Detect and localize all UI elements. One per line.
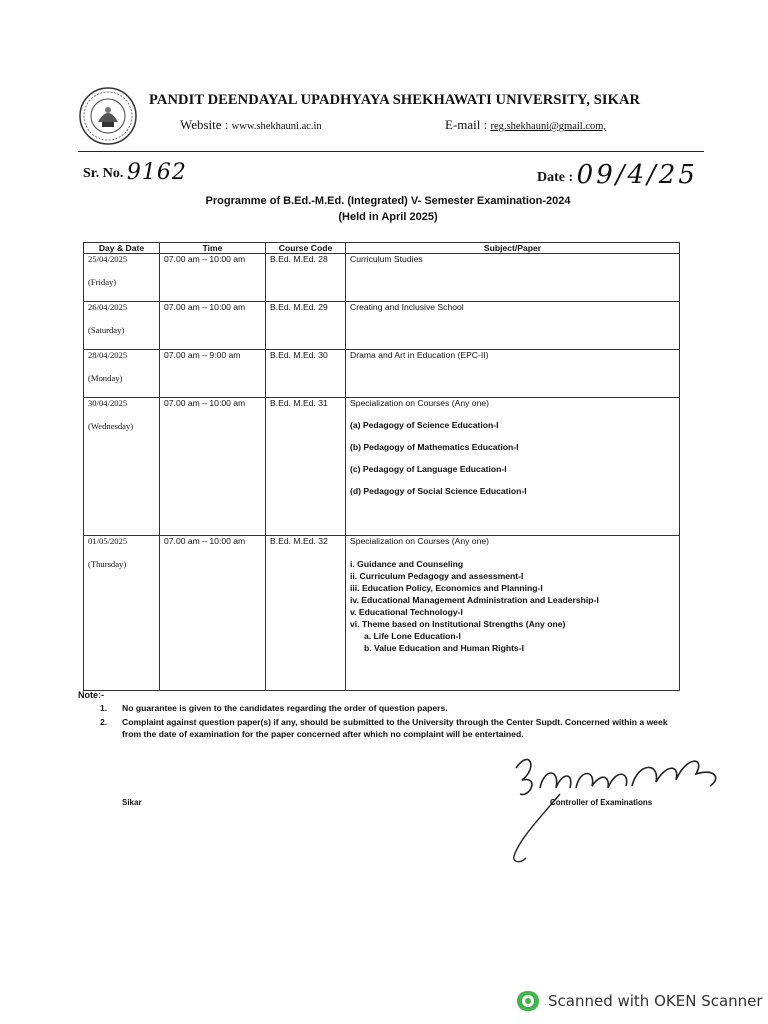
- exam-day: (Wednesday): [88, 421, 134, 431]
- time-cell: 07.00 am – 10:00 am: [160, 536, 266, 691]
- list-item: i. Guidance and Counseling: [350, 559, 464, 569]
- table-row: [84, 350, 680, 398]
- list-item: vi. Theme based on Institutional Strengths (Any one): [350, 619, 566, 629]
- exam-day: (Saturday): [88, 325, 125, 335]
- note-text: No guarantee is given to the candidates regarding the order of question papers.: [122, 703, 448, 713]
- column-header-course-code: Course Code: [266, 243, 346, 254]
- list-item: iv. Educational Management Administration and Leadership-I: [350, 595, 599, 605]
- oken-scanner-logo-icon: [516, 990, 540, 1012]
- exam-date: 30/04/2025: [88, 398, 128, 408]
- course-code-cell: B.Ed. M.Ed. 28: [266, 254, 346, 302]
- time-cell: 07.00 am – 10:00 am: [160, 302, 266, 350]
- table-row: [84, 536, 680, 691]
- subject-heading: Specialization on Courses (Any one): [350, 536, 490, 546]
- note-number: 2.: [100, 717, 108, 727]
- note-item: [100, 702, 448, 714]
- date-cell: [84, 302, 160, 350]
- course-code-cell: B.Ed. M.Ed. 32: [266, 536, 346, 691]
- list-item: (a) Pedagogy of Science Education-I: [350, 420, 499, 430]
- signatory-title: Controller of Examinations: [550, 798, 653, 807]
- exam-date: 01/05/2025: [88, 536, 128, 546]
- issue-date-label: Date :: [537, 170, 574, 185]
- list-item: ii. Curriculum Pedagogy and assessment-I: [350, 571, 524, 581]
- header-divider: [78, 151, 704, 152]
- course-code-cell: B.Ed. M.Ed. 30: [266, 350, 346, 398]
- subject-cell: Curriculum Studies: [346, 254, 680, 302]
- time-cell: 07.00 am – 9:00 am: [160, 350, 266, 398]
- serial-number-label: Sr. No.: [83, 166, 124, 181]
- subject-cell: [346, 398, 680, 536]
- exam-day: (Thursday): [88, 559, 127, 569]
- serial-number-value: 9162: [126, 160, 187, 185]
- table-row: [84, 302, 680, 350]
- exam-day: (Friday): [88, 277, 117, 287]
- website-label: Website :: [180, 117, 229, 132]
- course-code-cell: B.Ed. M.Ed. 31: [266, 398, 346, 536]
- list-item: a. Life Lone Education-I: [364, 631, 461, 641]
- website-url[interactable]: www.shekhauni.ac.in: [231, 121, 322, 132]
- time-cell: 07.00 am – 10:00 am: [160, 398, 266, 536]
- website-line: [180, 117, 322, 133]
- table-row: [84, 254, 680, 302]
- list-item: iii. Education Policy, Economics and Planning-I: [350, 583, 543, 593]
- list-item: (d) Pedagogy of Social Science Education-I: [350, 486, 527, 496]
- issue-date-value: 09/4/25: [576, 160, 698, 190]
- subject-cell: Creating and Inclusive School: [346, 302, 680, 350]
- date-cell: [84, 254, 160, 302]
- subject-heading: Specialization on Courses (Any one): [350, 398, 490, 408]
- email-line: [445, 117, 606, 133]
- table-row: [84, 398, 680, 536]
- list-item: b. Value Education and Human Rights-I: [364, 643, 524, 653]
- subject-cell: Drama and Art in Education (EPC-II): [346, 350, 680, 398]
- exam-date: 25/04/2025: [88, 254, 128, 264]
- table-header-row: [84, 243, 680, 254]
- exam-day: (Monday): [88, 373, 123, 383]
- date-cell: [84, 350, 160, 398]
- place-label: Sikar: [122, 798, 142, 807]
- document-title: Programme of B.Ed.-M.Ed. (Integrated) V- Semester Examination-2024: [205, 195, 571, 207]
- column-header-day-date: Day & Date: [84, 243, 160, 254]
- university-name: PANDIT DEENDAYAL UPADHYAYA SHEKHAWATI UNIVERSITY, SIKAR: [149, 92, 641, 108]
- exam-schedule-table: [83, 242, 680, 691]
- exam-date: 28/04/2025: [88, 350, 128, 360]
- time-cell: 07.00 am – 10:00 am: [160, 254, 266, 302]
- exam-date: 26/04/2025: [88, 302, 128, 312]
- note-item: [100, 716, 668, 739]
- subject-cell: [346, 536, 680, 691]
- list-item: (b) Pedagogy of Mathematics Education-I: [350, 442, 519, 452]
- notes-heading: Note:-: [78, 690, 104, 700]
- date-cell: [84, 398, 160, 536]
- issue-date: [537, 160, 698, 190]
- email-label: E-mail :: [445, 117, 488, 132]
- note-number: 1.: [100, 703, 108, 713]
- column-header-subject: Subject/Paper: [346, 243, 680, 254]
- university-seal-logo: [78, 86, 138, 146]
- note-text: Complaint against question paper(s) if any, should be submitted to the University through the Center Supdt. Concerned within a week from the date of examination for the paper concerned after which no complaint will be entertained.: [122, 717, 668, 739]
- list-item: (c) Pedagogy of Language Education-I: [350, 464, 507, 474]
- course-code-cell: B.Ed. M.Ed. 29: [266, 302, 346, 350]
- email-address[interactable]: reg.shekhauni@gmail.com,: [490, 121, 607, 132]
- scanner-watermark-text: Scanned with OKEN Scanner: [548, 992, 763, 1010]
- date-cell: [84, 536, 160, 691]
- scanner-watermark: [516, 990, 763, 1012]
- serial-number: [83, 160, 187, 185]
- list-item: v. Educational Technology-I: [350, 607, 463, 617]
- document-subtitle: (Held in April 2025): [338, 211, 438, 223]
- column-header-time: Time: [160, 243, 266, 254]
